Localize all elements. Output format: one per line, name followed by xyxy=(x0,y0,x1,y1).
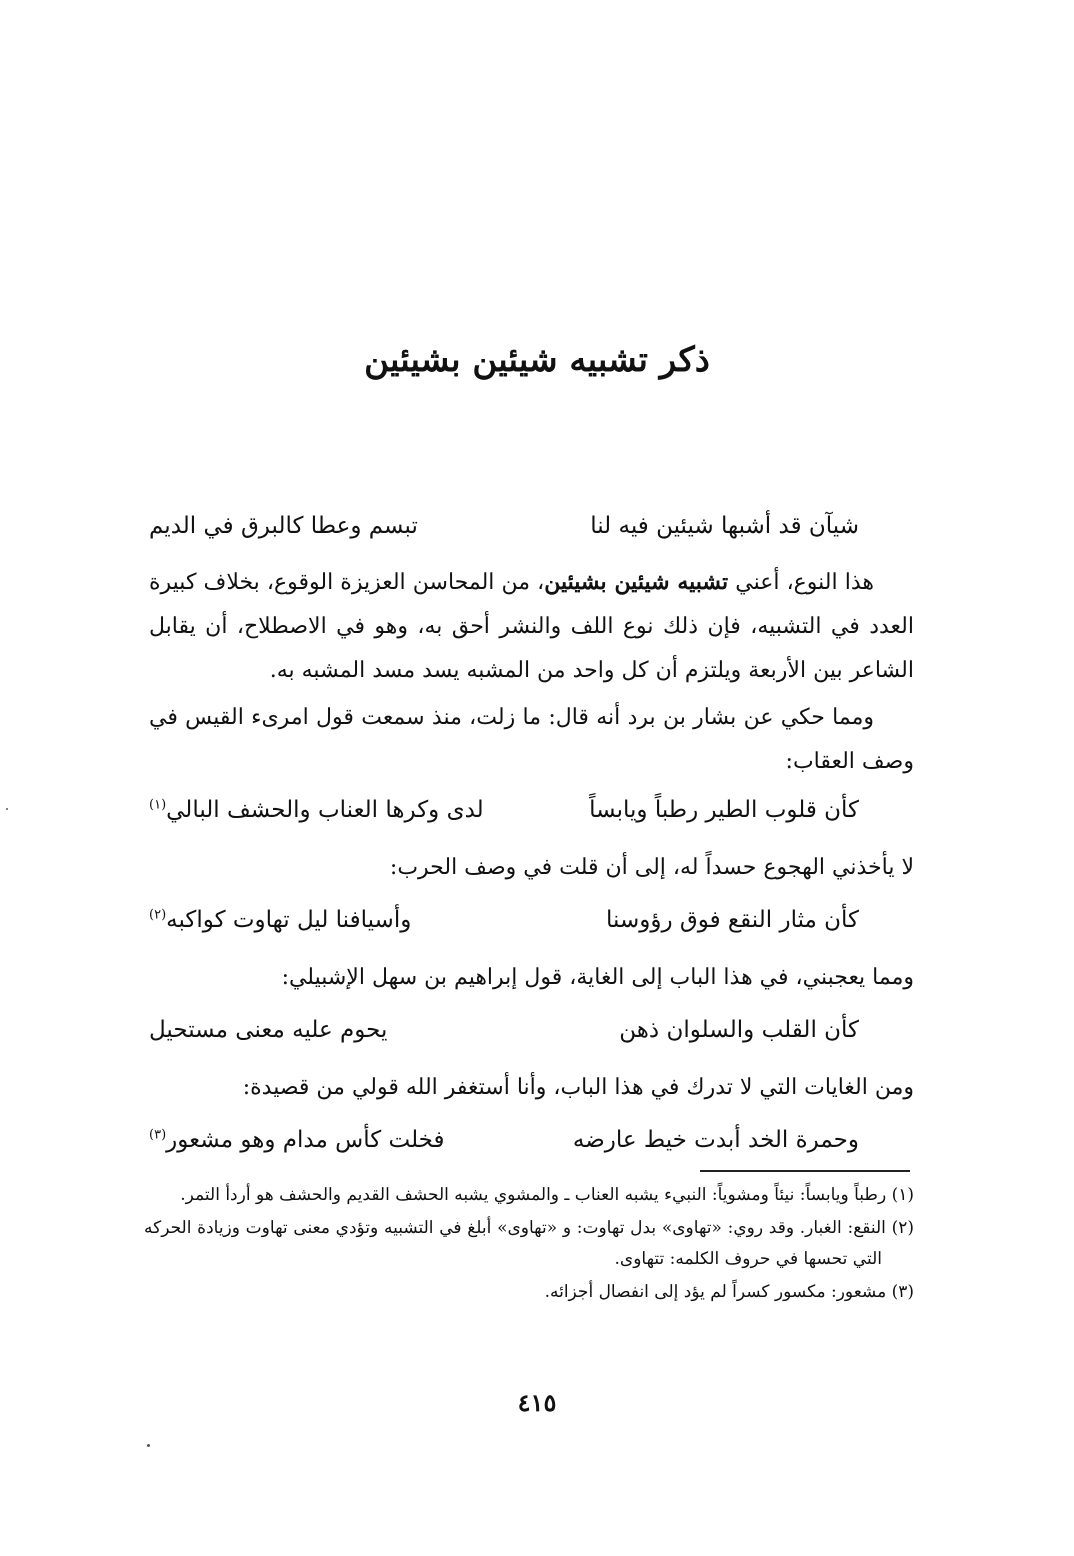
verse-first-hemistich: كأن القلب والسلوان ذهن xyxy=(619,1017,859,1043)
footnote-marker: (١) xyxy=(149,797,167,813)
verse-second-hemistich: يحوم عليه معنى مستحيل xyxy=(149,1017,388,1043)
paragraph xyxy=(149,956,914,1000)
paragraph xyxy=(149,696,914,784)
footnote-number: (٣) xyxy=(891,1282,914,1302)
paragraph-text: ومما حكي عن بشار بن برد أنه قال: ما زلت، منذ سمعت قول امرىء القيس في وصف العقاب: xyxy=(149,705,914,774)
verse-line xyxy=(149,790,859,830)
paragraph xyxy=(149,846,914,890)
footnote xyxy=(144,1180,914,1211)
verse-line xyxy=(149,506,859,546)
footnote xyxy=(144,1213,914,1275)
paragraph-text: لا يأخذني الهجوع حسداً له، إلى أن قلت في وصف الحرب: xyxy=(389,855,914,880)
verse-first-hemistich: كأن قلوب الطير رطباً ويابساً xyxy=(589,797,859,823)
page-number: ٤١٥ xyxy=(517,1388,557,1417)
paragraph-text: هذا النوع، أعني xyxy=(728,570,874,595)
verse-line xyxy=(149,900,859,940)
footnote-text: رطباً ويابساً: نيئاً ومشوياً: النبيء يشبه العناب ـ والمشوي يشبه الحشف القديم والحشف هو أردأ التمر. xyxy=(180,1185,887,1205)
scan-speck xyxy=(147,1444,150,1447)
footnote-text: مشعور: مكسور كسراً لم يؤد إلى انفصال أجزائه. xyxy=(544,1282,887,1302)
footnote-number: (١) xyxy=(891,1185,914,1205)
verse-second-hemistich: تبسم وعطا كالبرق في الديم xyxy=(149,513,418,539)
footnote-number: (٢) xyxy=(891,1218,915,1238)
paragraph-text: ومن الغايات التي لا تدرك في هذا الباب، وأنا أستغفر الله قولي من قصيدة: xyxy=(242,1075,914,1100)
chapter-title: ذكر تشبيه شيئين بشيئين xyxy=(364,340,710,380)
footnote-marker: (٣) xyxy=(149,1127,167,1143)
footnotes xyxy=(144,1180,914,1310)
footnote-text: النقع: الغبار. وقد روي: «تهاوى» بدل تهاوت: و «تهاوى» أبلغ في التشبيه وتؤدي معنى تهاوت وزيادة الحركه التي تحسها في حروف الكلمه: تتهاوى. xyxy=(144,1218,886,1269)
paragraph xyxy=(149,560,914,693)
verse-first-hemistich: وحمرة الخد أبدت خيط عارضه xyxy=(572,1127,859,1153)
verse-first-hemistich: كأن مثار النقع فوق رؤوسنا xyxy=(606,907,859,933)
footnote-marker: (٢) xyxy=(149,907,167,923)
paragraph-text: ومما يعجبني، في هذا الباب إلى الغاية، قول إبراهيم بن سهل الإشبيلي: xyxy=(281,965,914,990)
paragraph xyxy=(149,1066,914,1110)
verse-second-text: لدى وكرها العناب والحشف البالي xyxy=(166,797,484,823)
paragraph-bold-term: تشبيه شيئين بشيئين xyxy=(544,569,729,595)
footnote-separator xyxy=(700,1170,910,1172)
verse-second-hemistich xyxy=(149,790,484,830)
paragraph-text: ، من المحاسن العزيزة الوقوع، بخلاف كبيرة العدد في التشبيه، فإن ذلك نوع اللف والنشر أحق به، وهو في الاصطلاح، أن يقابل الشاعر بين الأربعة ويلتزم أن كل واحد من المشبه يسد مسد المشبه به. xyxy=(149,570,914,683)
scan-speck xyxy=(6,808,8,810)
verse-second-text: وأسيافنا ليل تهاوت كواكبه xyxy=(166,907,412,933)
verse-line xyxy=(149,1120,859,1160)
verse-first-hemistich: شيآن قد أشبها شيئين فيه لنا xyxy=(590,513,859,539)
verse-second-hemistich xyxy=(149,900,411,940)
verse-second-hemistich xyxy=(149,1120,445,1160)
verse-second-text: فخلت كأس مدام وهو مشعور xyxy=(166,1127,445,1153)
verse-line xyxy=(149,1010,859,1050)
footnote xyxy=(144,1277,914,1308)
